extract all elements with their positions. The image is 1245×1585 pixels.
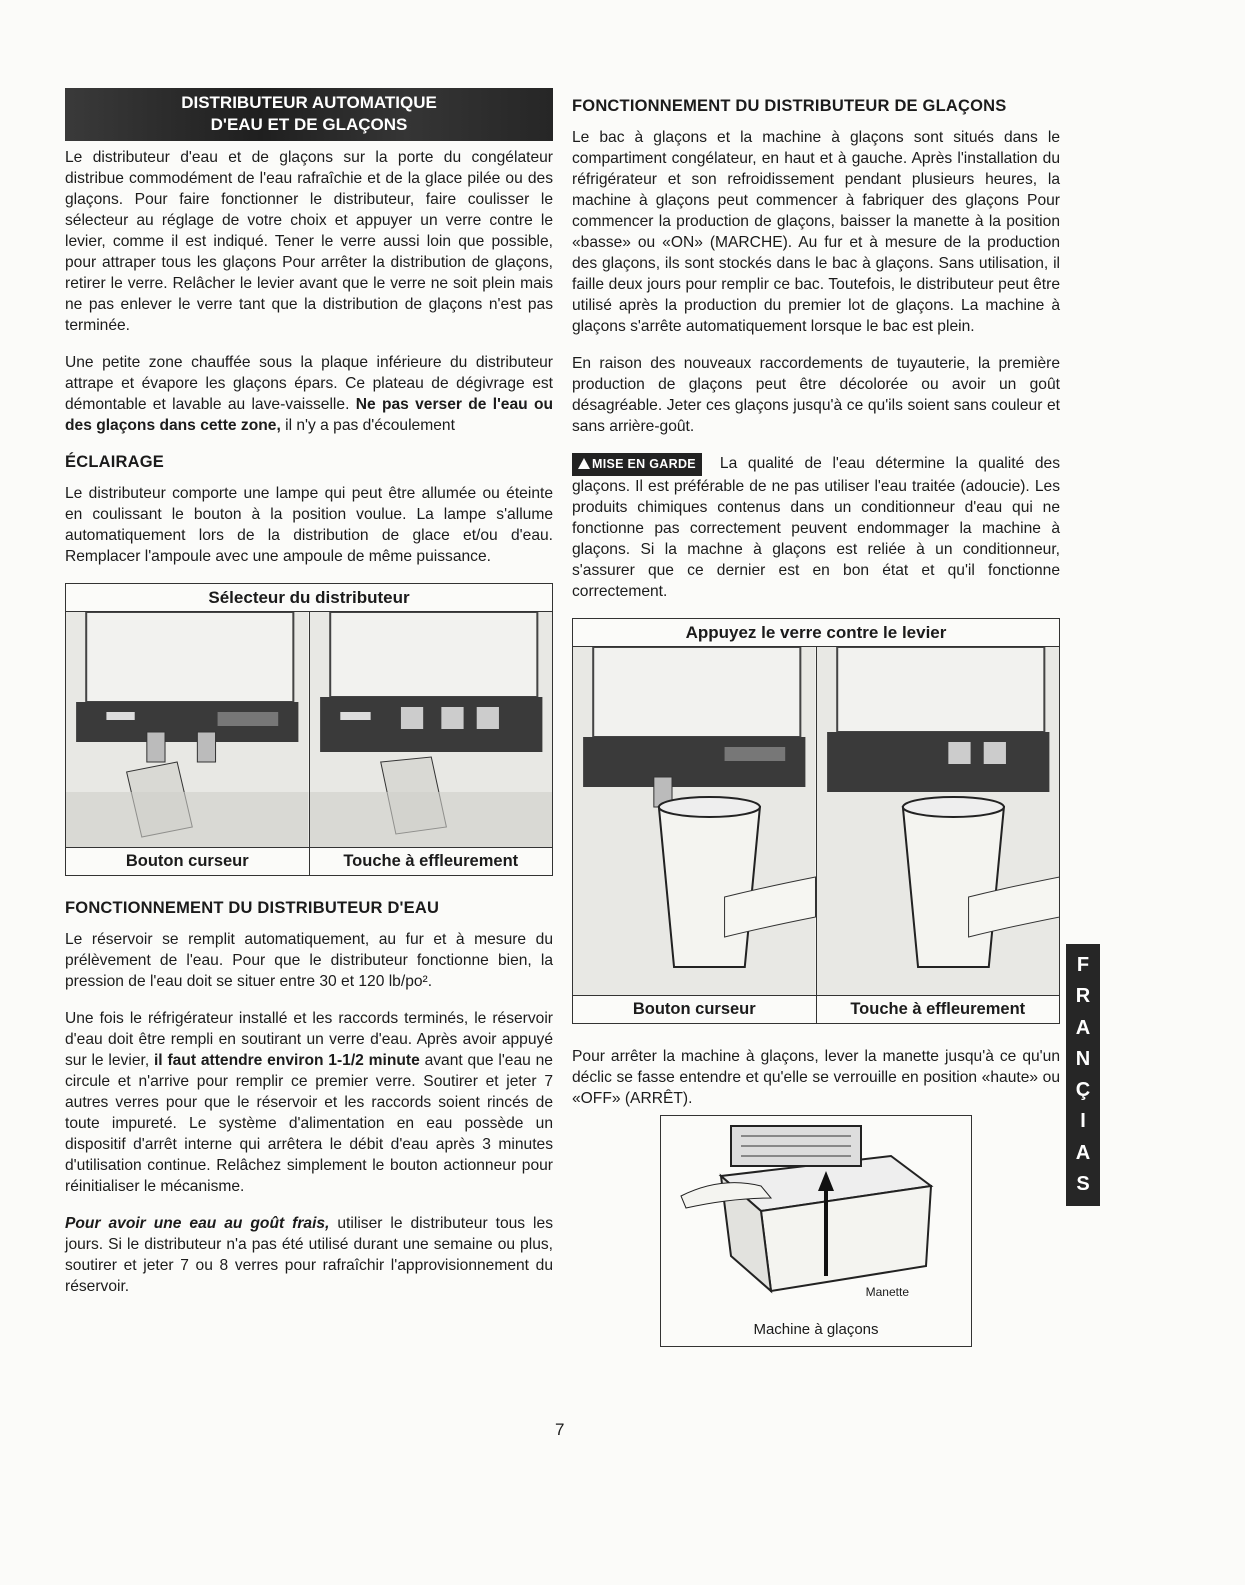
- tab-letter: A: [1075, 1141, 1091, 1164]
- water-paragraph-2: [65, 1008, 553, 1197]
- water-text-c: avant que l'eau ne circule et n'arrive pour remplir ce premier verre. Soutirer et jeter 7 autres verres pour que le réservoir et les raccords soient rincés de toute impureté. Le système d'alimentation en eau possède un dispositif d'arrêt interne qui arrêtera le débit d'eau après 3 minutes d'utilisation continue. Relâchez simplement le bouton actionneur pour réinitialiser le mécanisme.: [65, 1052, 553, 1195]
- banner-line-2: D'EAU ET DE GLAÇONS: [210, 115, 408, 134]
- warning-text: La qualité de l'eau détermine la qualité des glaçons. Il est préférable de ne pas utiliser l'eau traitée (adoucie). Les produits chimiques contenus dans un conditionneur d'eau qui ne fonctionne pas correctement peuvent endommager la machine à glaçons. Si la machne à glaçons est reliée à un conditionneur, s'assurer que ce dernier est en bon état et qu'il fonctionne correctement.: [572, 455, 1060, 600]
- tab-letter: R: [1075, 985, 1091, 1008]
- figure-title: Sélecteur du distributeur: [66, 584, 552, 612]
- tab-letter: N: [1075, 1047, 1091, 1070]
- water-paragraph-1: Le réservoir se remplit automatiquement, au fur et à mesure du prélèvement de l'eau. Pour que le distributeur fonctionne bien, la pression de l'eau doit se situer entre 30 et 120 lb/po².: [65, 931, 553, 990]
- tab-letter: F: [1076, 954, 1090, 977]
- water-text-a: Une fois le réfrigérateur installé et les raccords terminés, le réservoir d'eau doit être rempli en soutirant un verre d'eau. Après avoir appuyé sur le levier,: [65, 1010, 553, 1069]
- fresh-water-text: utiliser le distributeur tous les jours. Si le distributeur n'a pas été utilisé durant une semaine ou plus, soutirer et jeter 7 ou 8 verres pour rafraîchir l'approvisionnement du réservoir.: [65, 1215, 553, 1295]
- section-banner: [65, 88, 553, 141]
- warning-label: MISE EN GARDE: [592, 457, 696, 471]
- water-wait-time: il faut attendre environ 1-1/2 minute: [153, 1052, 420, 1069]
- lever-label: Manette: [865, 1285, 909, 1299]
- defrost-warning: Ne pas verser de l'eau ou des glaçons dans cette zone,: [65, 396, 553, 434]
- warning-icon: [578, 458, 590, 469]
- left-column: [65, 88, 553, 1313]
- glass-figure: [572, 618, 1060, 1024]
- tab-letter: Ç: [1075, 1079, 1091, 1102]
- figure-title: Appuyez le verre contre le levier: [573, 619, 1059, 647]
- fresh-water-lead: Pour avoir une eau au goût frais,: [65, 1215, 330, 1232]
- banner-line-1: DISTRIBUTEUR AUTOMATIQUE: [181, 93, 437, 112]
- tab-letter: A: [1075, 1016, 1091, 1039]
- ice-paragraph-2: En raison des nouveaux raccordements de tuyauterie, la première production de glaçons peut être décolorée ou avoir un goût désagréable. Jeter ces glaçons jusqu'à ce qu'ils soient sans couleur et sans arrière-goût.: [572, 355, 1060, 435]
- defrost-text-end: il n'y a pas d'écoulement: [280, 417, 455, 434]
- icemaker-figure: [660, 1115, 972, 1347]
- caption-slider: Bouton curseur: [573, 996, 817, 1023]
- fresh-water-paragraph: [65, 1213, 553, 1297]
- page-number: 7: [555, 1420, 565, 1439]
- heading-eclairage: ÉCLAIRAGE: [65, 453, 164, 471]
- ice-stop-paragraph: Pour arrêter la machine à glaçons, lever la manette jusqu'à ce qu'un déclic se fasse entendre et qu'elle se verrouille en position «haute» ou «OFF» (ARRÊT).: [572, 1048, 1060, 1107]
- caption-slider: Bouton curseur: [66, 848, 310, 875]
- caption-touchpad: Touche à effleurement: [850, 1000, 1026, 1018]
- warning-paragraph: [572, 453, 1060, 602]
- icemaker-caption: Machine à glaçons: [753, 1321, 879, 1338]
- heading-ice-dispenser: FONCTIONNEMENT DU DISTRIBUTEUR DE GLAÇONS: [572, 97, 1007, 115]
- right-column: [572, 88, 1060, 1347]
- icemaker-illustration: [661, 1116, 971, 1306]
- selector-figure: [65, 583, 553, 876]
- heading-water-dispenser: FONCTIONNEMENT DU DISTRIBUTEUR D'EAU: [65, 899, 440, 917]
- tab-letter: I: [1080, 1110, 1086, 1133]
- slider-illustration: [66, 612, 310, 847]
- ice-paragraph-1: Le bac à glaçons et la machine à glaçons sont situés dans le compartiment congélateur, en haut et à gauche. Après l'installation du réfrigérateur et son refroidissement pendant plusieurs heures, la machine à glaçons peut commencer à fabriquer des glaçons Pour commencer la production de glaçons, baisser la manette à la position «basse» ou «ON» (MARCHE). Au fur et à mesure de la production des glaçons, ils sont stockés dans le bac à glaçons. Sans utilisation, il faille deux jours pour remplir ce bac. Toutefois, le distributeur peut être utilisé après la production du premier lot de glaçons. La machine à glaçons s'arrête automatiquement lorsque le bac est plein.: [572, 129, 1060, 335]
- tab-letter: S: [1076, 1172, 1090, 1195]
- language-tab: [1066, 944, 1100, 1206]
- warning-badge: [572, 453, 702, 476]
- touchpad-illustration: [310, 612, 553, 847]
- defrost-text: Une petite zone chauffée sous la plaque inférieure du distributeur attrape et évapore les glaçons épars. Ce plateau de dégivrage est démontable et lavable au lave-vaisselle.: [65, 354, 553, 413]
- intro-paragraph: Le distributeur d'eau et de glaçons sur la porte du congélateur distribue commodément de l'eau rafraîchie et de la glace pilée ou des glaçons. Pour faire fonctionner le distributeur, faire coulisser le sélecteur au réglage de votre choix et appuyer un verre contre le levier, comme il est indiqué. Tener le verre aussi loin que possible, pour attraper tous les glaçons Pour arrêter la distribution de glaçons, retirer le verre. Relâcher le levier avant que le verre ne soit plein mais ne pas enlever le verre tant que la distribution de glaçons n'est pas terminée.: [65, 149, 553, 334]
- caption-touchpad: Touche à effleurement: [343, 852, 519, 870]
- lighting-paragraph: Le distributeur comporte une lampe qui peut être allumée ou éteinte en coulissant le bouton à la position voulue. La lampe s'allume automatiquement lors de la distribution de glace et/ou d'eau. Remplacer l'ampoule avec une ampoule de même puissance.: [65, 485, 553, 565]
- glass-slider-illustration: [573, 647, 817, 995]
- defrost-paragraph: [65, 352, 553, 436]
- glass-touchpad-illustration: [817, 647, 1060, 995]
